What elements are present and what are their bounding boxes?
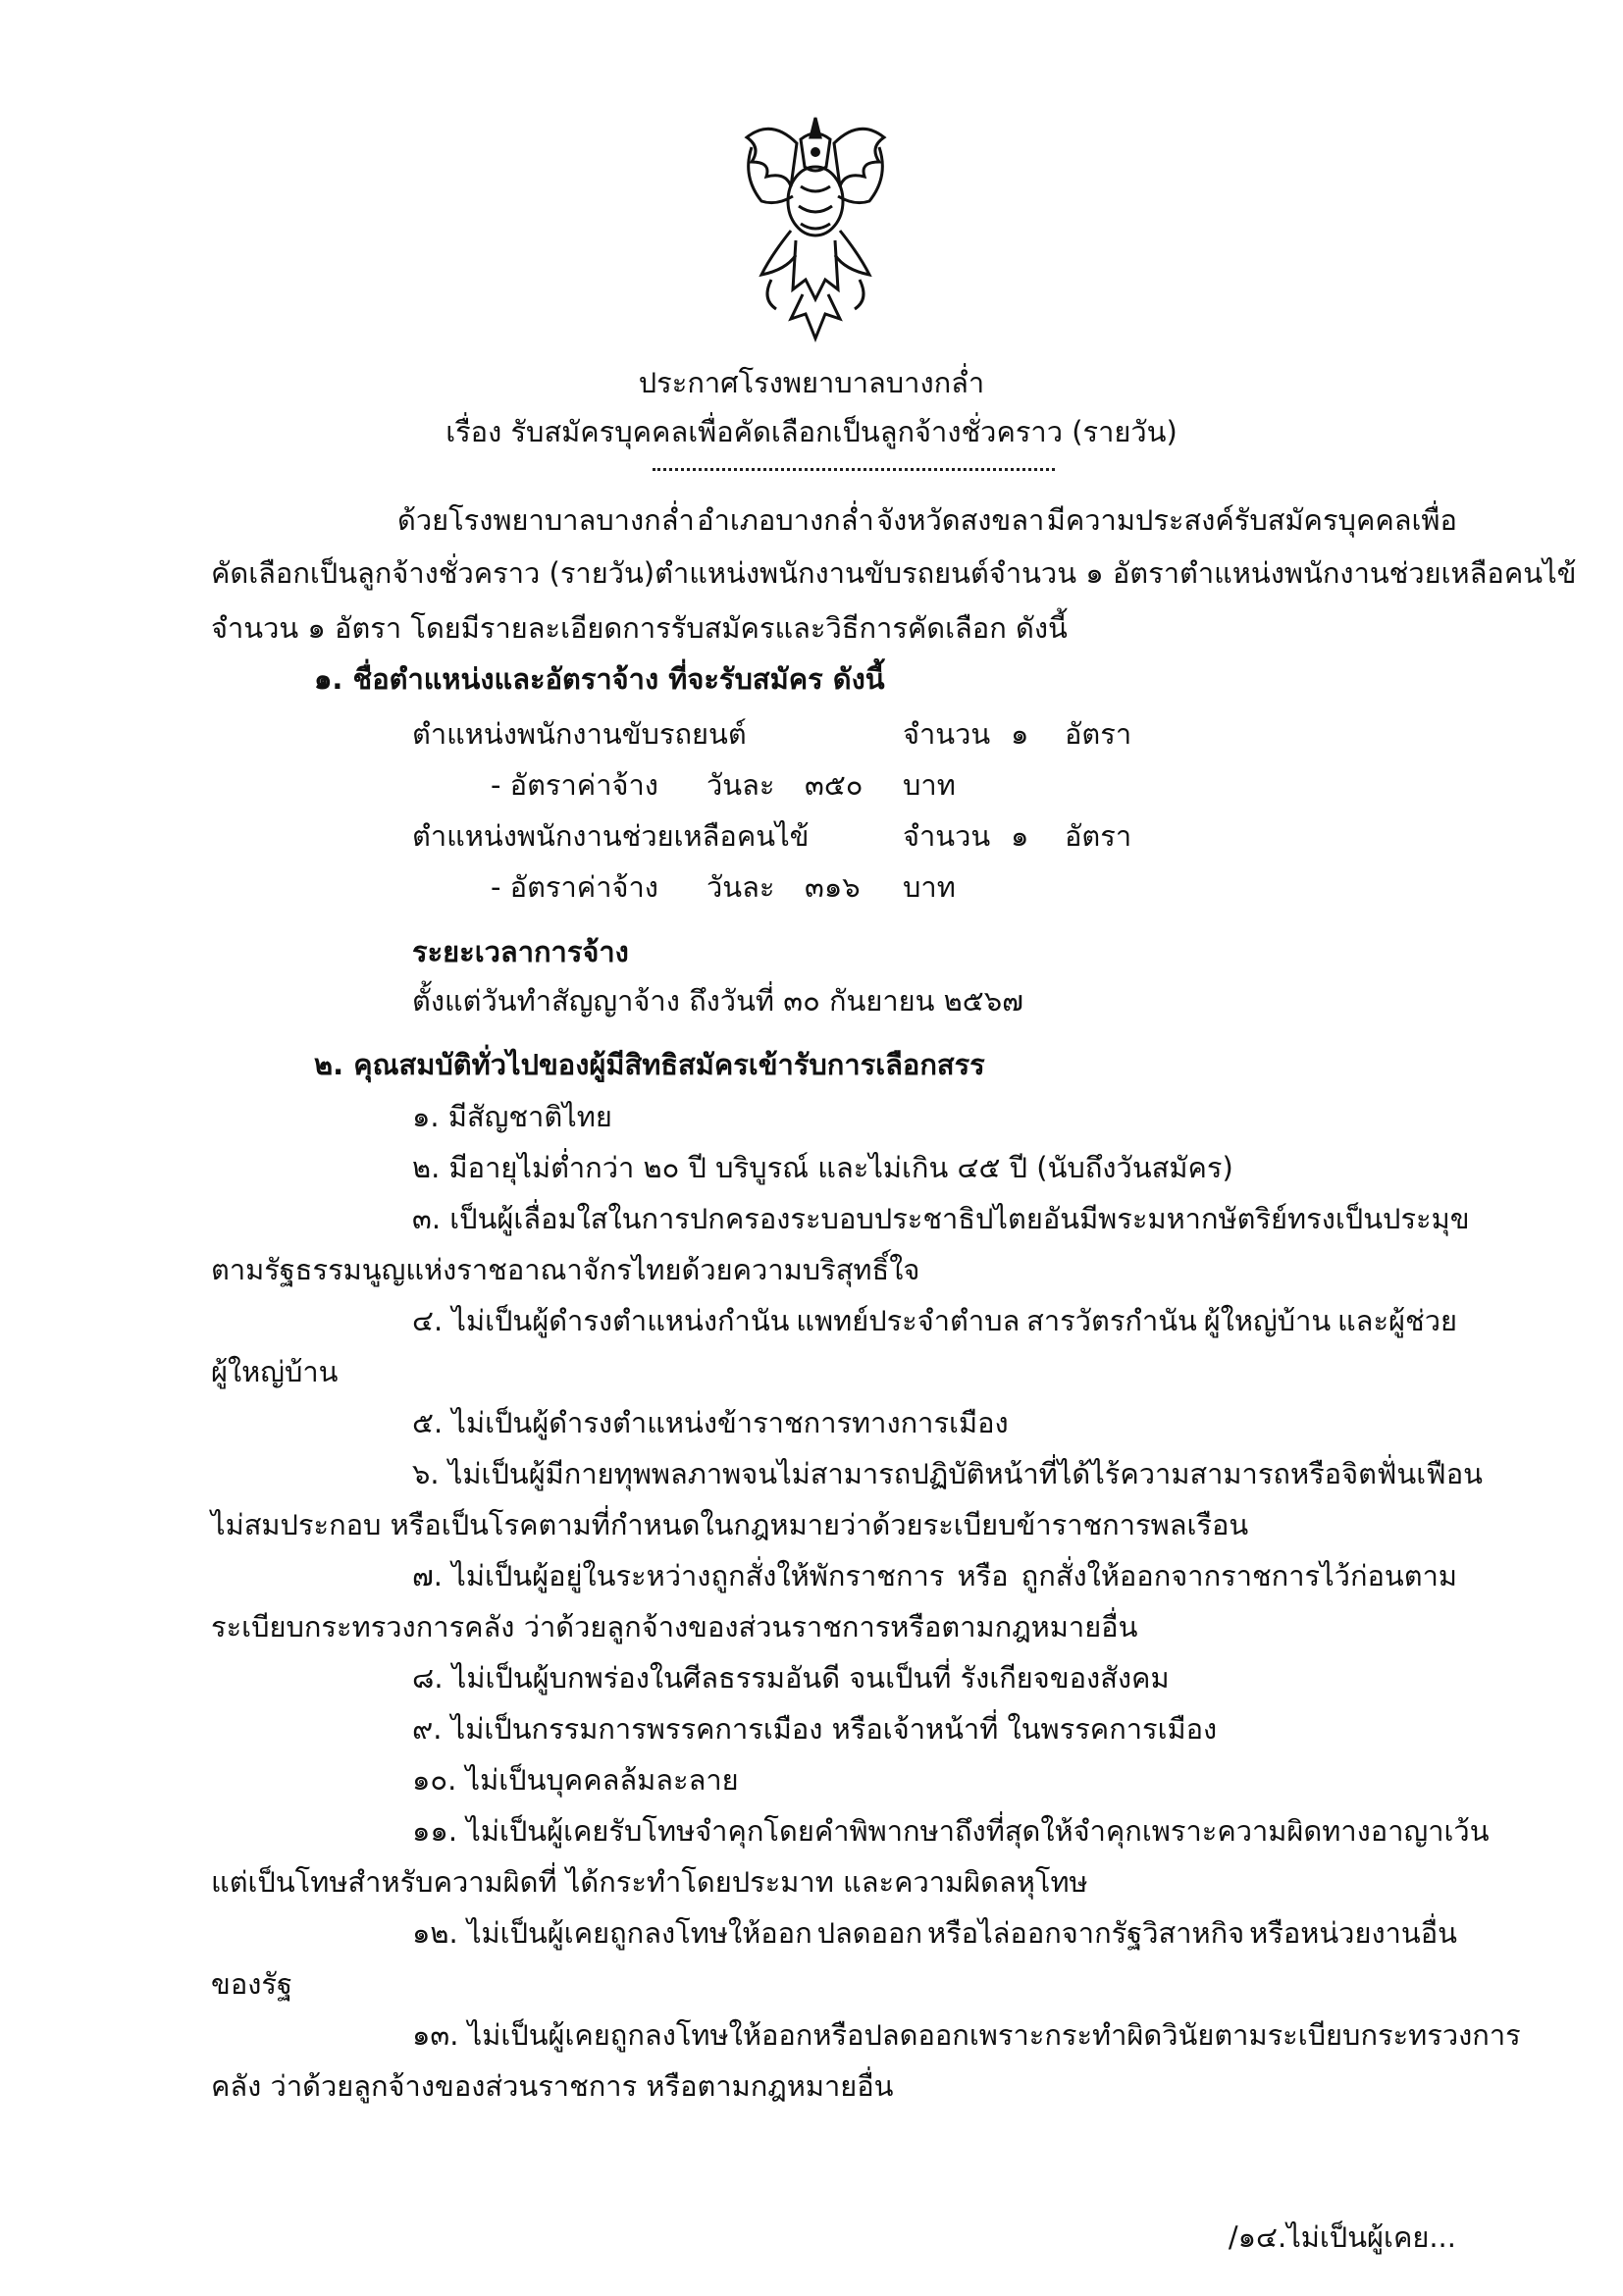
qualification-13-line-1: ๑๓. ไม่เป็นผู้เคยถูกลงโทษให้ออกหรือปลดออกเพราะกระทำผิดวินัยตามระเบียบกระทรวงการ — [412, 2018, 1521, 2052]
qualification-7-line-1: ๗. ไม่เป็นผู้อยู่ในระหว่างถูกสั่งให้พักราชการ หรือ ถูกสั่งให้ออกจากราชการไว้ก่อนตาม — [412, 1559, 1457, 1592]
section2-heading: ๒. คุณสมบัติทั่วไปของผู้มีสิทธิสมัครเข้ารับการเลือกสรร — [314, 1048, 985, 1081]
qualification-7-line-2: ระเบียบกระทรวงการคลัง ว่าด้วยลูกจ้างของส่วนราชการหรือตามกฎหมายอื่น — [211, 1610, 1138, 1644]
qualification-10: ๑๐. ไม่เป็นบุคคลล้มละลาย — [412, 1763, 739, 1797]
position-2-count: ๑ — [1011, 819, 1029, 853]
period-heading: ระยะเวลาการจ้าง — [412, 935, 629, 968]
position-2-unit: อัตรา — [1065, 819, 1132, 853]
section1-heading: ๑. ชื่อตำแหน่งและอัตราจ้าง ที่จะรับสมัคร ดังนี้ — [314, 662, 885, 696]
position-1-name: ตำแหน่งพนักงานขับรถยนต์ — [412, 717, 747, 751]
intro-line-2: คัดเลือกเป็นลูกจ้างชั่วคราว (รายวัน) ตำแหน่งพนักงานขับรถยนต์ จำนวน ๑ อัตรา ตำแหน่งพนักงานช่วยเหลือคนไข้ — [211, 556, 1577, 590]
period-text: ตั้งแต่วันทำสัญญาจ้าง ถึงวันที่ ๓๐ กันยายน ๒๕๖๗ — [412, 984, 1023, 1018]
qualification-3-line-1: ๓. เป็นผู้เลื่อมใสในการปกครองระบอบประชาธิปไตยอันมีพระมหากษัตริย์ทรงเป็นประมุข — [412, 1202, 1470, 1235]
qualification-2: ๒. มีอายุไม่ต่ำกว่า ๒๐ ปี บริบูรณ์ และไม่เกิน ๔๕ ปี (นับถึงวันสมัคร) — [412, 1151, 1233, 1184]
garuda-emblem-icon — [732, 108, 899, 353]
qualification-11-line-1: ๑๑. ไม่เป็นผู้เคยรับโทษจำคุกโดยคำพิพากษาถึงที่สุด ให้จำคุกเพราะความผิดทางอาญาเว้น — [412, 1814, 1490, 1848]
intro-line-1: ด้วยโรงพยาบาลบางกล่ำ อำเภอบางกล่ำ จังหวัดสงขลา มีความประสงค์รับสมัครบุคคลเพื่อ — [397, 503, 1457, 537]
qualification-4-line-2: ผู้ใหญ่บ้าน — [211, 1355, 339, 1388]
position-2-rate: ๓๑๖ — [805, 870, 861, 904]
qualification-5: ๕. ไม่เป็นผู้ดำรงตำแหน่งข้าราชการทางการเมือง — [412, 1406, 1009, 1439]
qualification-9: ๙. ไม่เป็นกรรมการพรรคการเมือง หรือเจ้าหน้าที่ ในพรรคการเมือง — [412, 1712, 1218, 1746]
position-1-currency: บาท — [903, 768, 956, 802]
position-2-name: ตำแหน่งพนักงานช่วยเหลือคนไข้ — [412, 819, 810, 853]
subject-line: เรื่อง รับสมัครบุคคลเพื่อคัดเลือกเป็นลูกจ้างชั่วคราว (รายวัน) — [445, 415, 1178, 448]
qualification-13-line-2: คลัง ว่าด้วยลูกจ้างของส่วนราชการ หรือตามกฎหมายอื่น — [211, 2069, 894, 2103]
position-2-rate-label: - อัตราค่าจ้าง — [491, 870, 658, 904]
qualification-6-line-1: ๖. ไม่เป็นผู้มีกายทุพพลภาพ จนไม่สามารถปฏิบัติหน้าที่ได้ ไร้ความสามารถ หรือจิตฟั่นเฟือน — [412, 1457, 1483, 1490]
qualification-11-line-2: แต่เป็นโทษสำหรับความผิดที่ ได้กระทำโดยประมาท และความผิดลหุโทษ — [211, 1865, 1088, 1899]
position-2-per-day: วันละ — [707, 870, 775, 904]
intro-line-3: จำนวน ๑ อัตรา โดยมีรายละเอียดการรับสมัครและวิธีการคัดเลือก ดังนี้ — [211, 611, 1068, 645]
qualification-3-line-2: ตามรัฐธรรมนูญแห่งราชอาณาจักรไทยด้วยความบริสุทธิ์ใจ — [211, 1253, 920, 1286]
position-1-rate-label: - อัตราค่าจ้าง — [491, 768, 658, 802]
qualification-4-line-1: ๔. ไม่เป็นผู้ดำรงตำแหน่งกำนัน แพทย์ประจำตำบล สารวัตรกำนัน ผู้ใหญ่บ้าน และผู้ช่วย — [412, 1304, 1457, 1337]
divider — [653, 468, 1055, 471]
position-1-count-label: จำนวน — [903, 717, 991, 751]
qualification-12-line-1: ๑๒. ไม่เป็นผู้เคยถูกลงโทษให้ออก ปลดออก หรือไล่ออกจากรัฐวิสาหกิจ หรือหน่วยงานอื่น — [412, 1916, 1457, 1950]
qualification-1: ๑. มีสัญชาติไทย — [412, 1100, 612, 1133]
position-1-rate: ๓๕๐ — [805, 768, 864, 802]
qualification-12-line-2: ของรัฐ — [211, 1967, 292, 2001]
position-1-per-day: วันละ — [707, 768, 775, 802]
position-2-count-label: จำนวน — [903, 819, 991, 853]
qualification-6-line-2: ไม่สมประกอบ หรือเป็นโรคตามที่กำหนดในกฎหมายว่าด้วยระเบียบข้าราชการพลเรือน — [211, 1508, 1249, 1541]
position-1-unit: อัตรา — [1065, 717, 1132, 751]
page-continuation: /๑๔.ไม่เป็นผู้เคย... — [1228, 2220, 1456, 2254]
qualification-8: ๘. ไม่เป็นผู้บกพร่องในศีลธรรมอันดี จนเป็นที่ รังเกียจของสังคม — [412, 1661, 1170, 1695]
position-2-currency: บาท — [903, 870, 956, 904]
page-title: ประกาศโรงพยาบาลบางกล่ำ — [638, 366, 985, 399]
position-1-count: ๑ — [1011, 717, 1029, 751]
